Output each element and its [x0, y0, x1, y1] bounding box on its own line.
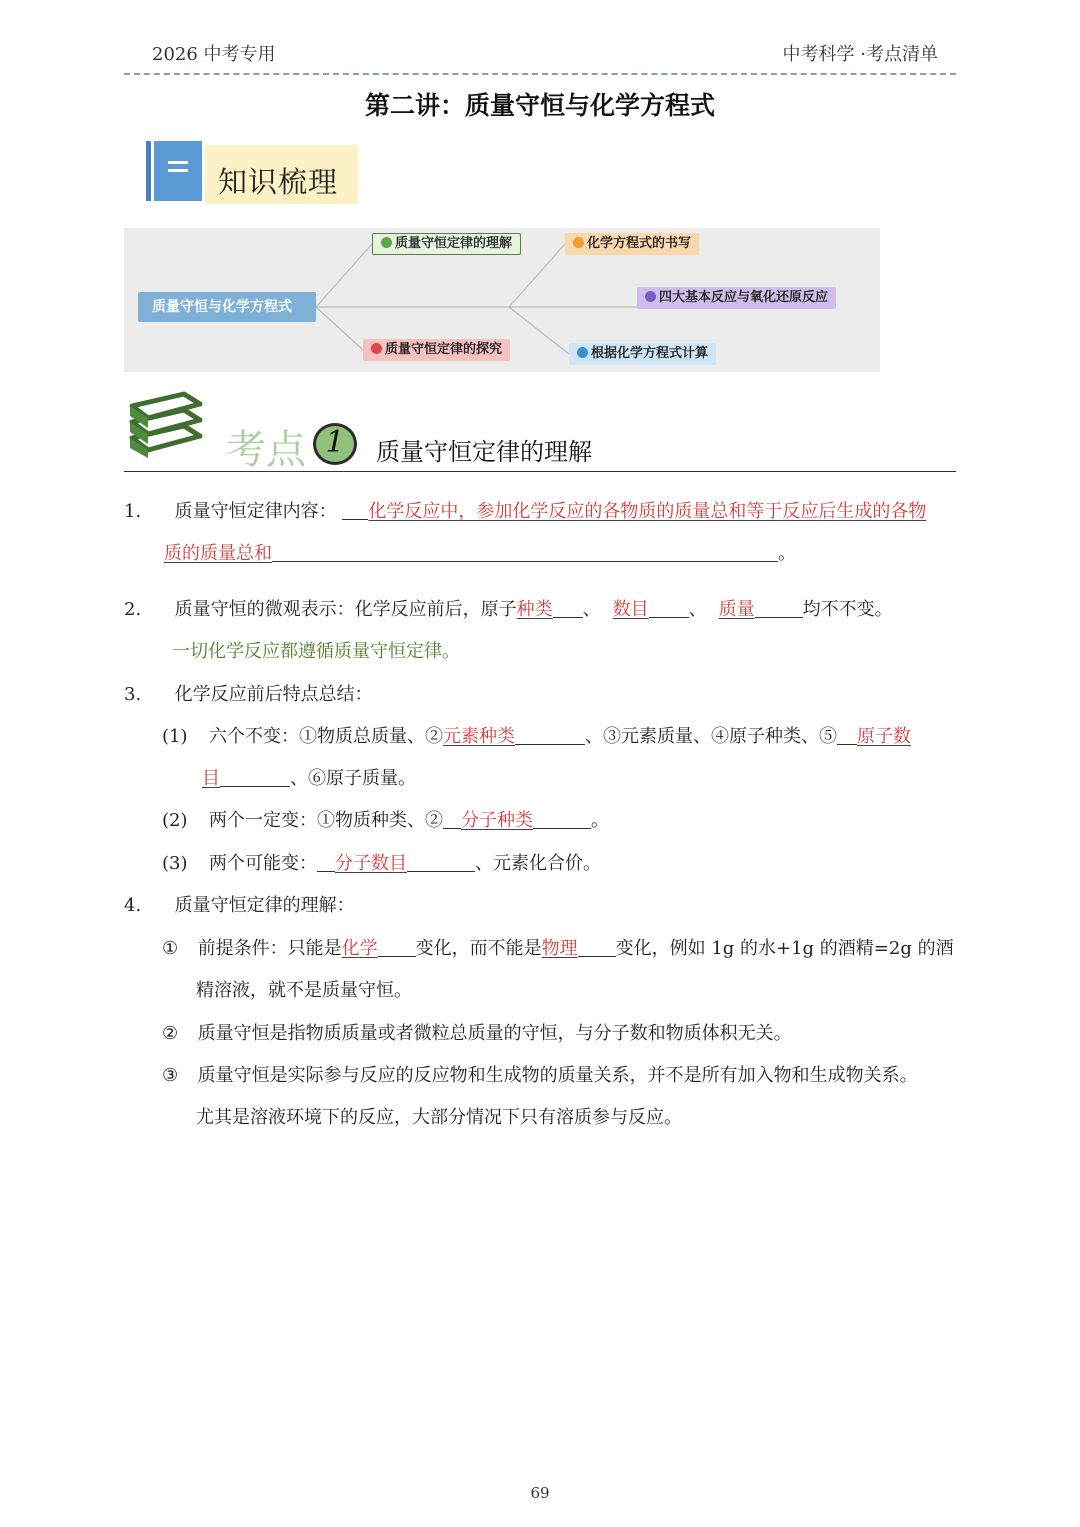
mind-map	[124, 228, 880, 372]
document-icon	[146, 141, 202, 201]
item-3-line	[124, 680, 373, 706]
item-text: 质量守恒定律的理解：	[174, 895, 355, 916]
item-number: 4.	[124, 895, 142, 916]
mind-map-root: 质量守恒与化学方程式	[138, 292, 316, 322]
knowledge-box-label: 知识梳理	[218, 165, 339, 199]
sub-end: 、元素化合价。	[474, 853, 601, 874]
item-number: 2.	[124, 599, 142, 620]
header-left: 2026 中考专用	[152, 44, 276, 65]
fill-blank	[407, 853, 475, 872]
point-number: ①	[162, 938, 179, 959]
item-1-line-1	[124, 497, 926, 523]
point-number: ②	[162, 1023, 179, 1044]
fill-blank	[515, 726, 585, 745]
answer-text: 目	[202, 768, 220, 789]
books-icon	[126, 386, 206, 458]
point-end: 变化，例如 1g 的水+1g 的酒精=2g 的酒	[615, 938, 954, 959]
item-text: 质量守恒的微观表示：化学反应前后，原子	[174, 599, 517, 620]
answer-text: 数目	[612, 599, 649, 620]
header-right: 中考科学 ·考点清单	[782, 44, 938, 65]
point-text: 质量守恒是指物质质量或者微粒总质量的守恒，与分子数和物质体积无关。	[197, 1023, 792, 1044]
item-4-point-1-line-2: 精溶液，就不是质量守恒。	[196, 980, 412, 1001]
sub-end: 。	[590, 810, 609, 831]
point-mid: 变化，而不能是	[415, 938, 542, 959]
fill-blank	[342, 501, 368, 520]
item-2-line-1	[124, 595, 893, 621]
answer-text: 化学	[341, 938, 378, 959]
fill-blank	[755, 599, 803, 618]
answer-text: 元素种类	[442, 726, 515, 747]
item-4-line	[124, 891, 355, 917]
item-4-point-3-line-2: 尤其是溶液环境下的反应，大部分情况下只有溶质参与反应。	[196, 1107, 682, 1128]
mind-map-node-1	[372, 233, 521, 255]
header-divider	[124, 73, 956, 75]
item-text: 质量守恒定律内容：	[174, 501, 337, 522]
answer-text: 物理	[541, 938, 578, 959]
item-3-sub-1-line-2	[202, 764, 416, 790]
mind-map-node-2	[363, 339, 510, 361]
answer-text: 分子种类	[460, 810, 533, 831]
node-3-badge	[573, 237, 584, 248]
node-2-badge	[371, 343, 382, 354]
item-4-point-3-line-1	[162, 1061, 918, 1087]
sub-text: 两个一定变：①物质种类、②	[208, 810, 443, 831]
answer-text: 质的质量总和	[164, 543, 272, 564]
separator: 、	[688, 599, 707, 620]
answer-text: 分子数目	[334, 853, 407, 874]
item-end: 均不不变。	[802, 599, 893, 620]
answer-text: 原子数	[856, 726, 911, 747]
answer-text: 质量	[718, 599, 755, 620]
fill-blank	[220, 768, 290, 787]
node-1-badge	[381, 237, 392, 248]
item-3-sub-3	[162, 849, 601, 875]
fill-blank	[317, 853, 335, 872]
item-3-sub-2	[162, 806, 609, 832]
fill-blank	[443, 810, 461, 829]
page-title: 第二讲：质量守恒与化学方程式	[364, 91, 715, 120]
section-divider	[124, 471, 956, 472]
node-4-label: 四大基本反应与氧化还原反应	[659, 290, 829, 305]
item-number: 1.	[124, 501, 142, 522]
section-label: 考点	[226, 427, 306, 473]
mind-map-node-3	[565, 233, 699, 255]
fill-blank	[649, 599, 689, 618]
sub-number: (3)	[162, 853, 188, 874]
point-text: 前提条件：只能是	[197, 938, 342, 959]
item-end: 。	[778, 543, 796, 564]
answer-text: 种类	[516, 599, 553, 620]
page-number: 69	[530, 1484, 550, 1502]
fill-blank	[272, 543, 778, 562]
sub-text: 两个可能变：	[208, 853, 317, 874]
node-5-badge	[577, 347, 588, 358]
sub-end: 、⑥原子质量。	[290, 768, 416, 789]
mind-map-node-5	[569, 343, 716, 365]
separator: 、	[582, 599, 601, 620]
fill-blank	[378, 938, 416, 957]
fill-blank	[837, 726, 857, 745]
sub-text: 六个不变：①物质总质量、②	[208, 726, 443, 747]
answer-text: 化学反应中，参加化学反应的各物质的质量总和等于反应后生成的各物	[368, 501, 927, 522]
node-2-label: 质量守恒定律的探究	[385, 342, 503, 357]
sub-number: (1)	[162, 726, 188, 747]
fill-blank	[553, 599, 583, 618]
node-3-label: 化学方程式的书写	[587, 236, 692, 251]
node-4-badge	[645, 291, 656, 302]
item-1-line-2	[164, 539, 796, 565]
fill-blank	[578, 938, 616, 957]
point-text: 质量守恒是实际参与反应的反应物和生成物的质量关系，并不是所有加入物和生成物关系。	[197, 1065, 918, 1086]
sub-number: (2)	[162, 810, 188, 831]
item-2-note: 一切化学反应都遵循质量守恒定律。	[172, 641, 460, 662]
point-number: ③	[162, 1065, 179, 1086]
item-3-sub-1-line-1	[162, 722, 911, 748]
item-4-point-2	[162, 1019, 792, 1045]
mind-map-node-4	[637, 287, 836, 309]
fill-blank	[533, 810, 591, 829]
section-number: 1	[313, 423, 357, 465]
node-1-label: 质量守恒定律的理解	[395, 236, 513, 251]
item-4-point-1-line-1	[162, 934, 954, 960]
sub-mid: 、③元素质量、④原子种类、⑤	[584, 726, 837, 747]
item-text: 化学反应前后特点总结：	[174, 684, 373, 705]
item-number: 3.	[124, 684, 142, 705]
node-5-label: 根据化学方程式计算	[591, 346, 709, 361]
section-title: 质量守恒定律的理解	[376, 438, 592, 466]
